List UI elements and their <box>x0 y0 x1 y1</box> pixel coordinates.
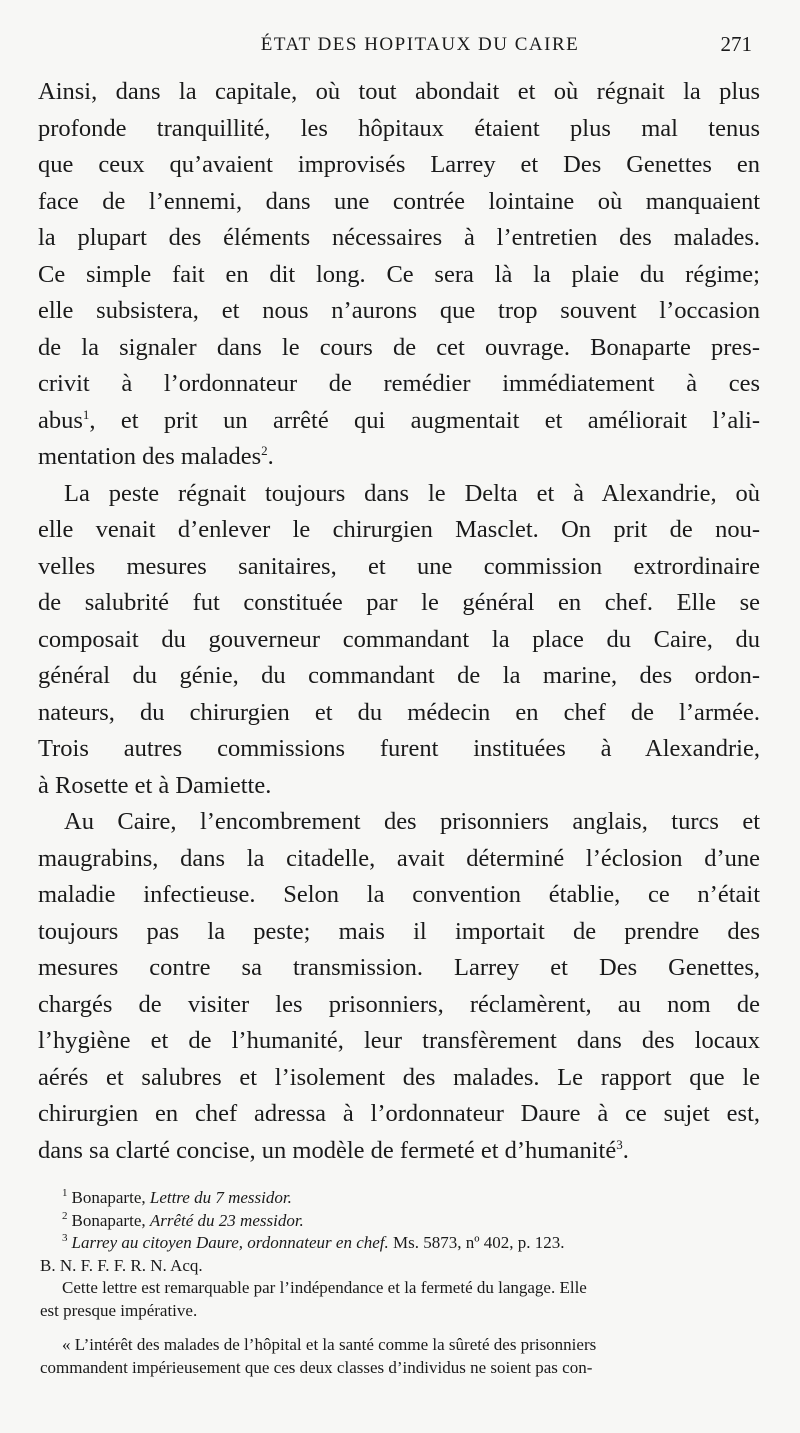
footnote-author: Bonaparte, <box>71 1210 150 1230</box>
paragraph-1 <box>38 74 760 476</box>
page-number: 271 <box>720 32 752 56</box>
paragraph-2 <box>38 476 760 805</box>
text-line: Ainsi, dans la capitale, où tout abondait et où régnait la plus <box>38 78 760 105</box>
text-fragment: . <box>622 1136 629 1164</box>
footnote-number: 1 <box>62 1187 68 1200</box>
text-line: l’hygiène et de l’humanité, leur transfèrement dans des locaux <box>38 1027 760 1054</box>
paragraph-3 <box>38 804 760 1169</box>
text-fragment: dans sa clarté concise, un modèle de fermeté et d’humanité <box>38 1136 617 1164</box>
footnote-source: Larrey au citoyen Daure, ordonnateur en chef. <box>71 1233 389 1252</box>
text-line: que ceux qu’avaient improvisés Larrey et Des Genettes en <box>38 151 760 178</box>
text-line: face de l’ennemi, dans une contrée lointaine où manquaient <box>38 187 760 215</box>
footnote-3-line3: Cette lettre est remarquable par l’indépendance et la fermeté du langage. Elle <box>62 1278 587 1297</box>
footnote-3-line4: est presque impérative. <box>40 1300 198 1320</box>
footnote-ref-2[interactable]: 2 <box>261 442 268 458</box>
main-text <box>38 74 760 1169</box>
text-line: chirurgien en chef adressa à l’ordonnateur Daure à ce sujet est, <box>38 1100 760 1127</box>
footnotes <box>40 1187 758 1379</box>
running-header <box>40 28 760 64</box>
footnote-number: 3 <box>62 1232 68 1245</box>
text-fragment: , et prit un arrêté qui augmentait et améliorait l’ali- <box>89 406 760 434</box>
footnote-source: Lettre du 7 messidor. <box>149 1188 292 1207</box>
text-line: crivit à l’ordonnateur de remédier immédiatement à ces <box>38 370 760 397</box>
footnote-reference: Ms. 5873, nº 402, p. 123. <box>388 1233 565 1252</box>
text-line: aérés et salubres et l’isolement des malades. Le rapport que le <box>38 1063 760 1091</box>
text-line: La peste régnait toujours dans le Delta et à Alexandrie, où <box>64 479 760 507</box>
text-line: elle subsistera, et nous n’aurons que trop souvent l’occasion <box>38 297 760 324</box>
text-line: de salubrité fut constituée par le général en chef. Elle se <box>38 589 760 616</box>
text-line: mesures contre sa transmission. Larrey et Des Genettes, <box>38 954 760 981</box>
text-line: toujours pas la peste; mais il importait de prendre des <box>38 917 760 945</box>
text-line: Au Caire, l’encombrement des prisonniers anglais, turcs et <box>64 808 760 835</box>
text-line: général du génie, du commandant de la marine, des ordon- <box>38 662 760 689</box>
text-line <box>38 403 760 440</box>
text-line: chargés de visiter les prisonniers, réclamèrent, au nom de <box>38 990 760 1018</box>
footnote-2 <box>40 1210 758 1233</box>
footnote-gap <box>40 1322 758 1334</box>
text-line <box>38 1133 760 1170</box>
text-fragment: abus <box>38 406 83 434</box>
text-line: composait du gouverneur commandant la place du Caire, du <box>38 625 760 653</box>
text-line <box>38 439 760 476</box>
text-line: nateurs, du chirurgien et du médecin en chef de l’armée. <box>38 698 760 726</box>
footnote-author: Bonaparte, <box>71 1188 150 1207</box>
text-line: Trois autres commissions furent instituées à Alexandrie, <box>38 735 760 762</box>
quote-line-1: « L’intérêt des malades de l’hôpital et la santé comme la sûreté des prisonniers <box>62 1335 597 1354</box>
text-line: maugrabins, dans la citadelle, avait déterminé l’éclosion d’une <box>38 844 760 872</box>
running-title: ÉTAT DES HOPITAUX DU CAIRE <box>260 34 580 55</box>
footnote-number: 2 <box>62 1209 68 1222</box>
footnote-ref-1[interactable]: 1 <box>82 406 90 422</box>
quote-line-2: commandent impérieusement que ces deux classes d’individus ne soient pas con- <box>40 1357 593 1377</box>
footnote-3-line2: B. N. F. F. F. R. N. Acq. <box>40 1255 203 1275</box>
text-line: la plupart des éléments nécessaires à l’entretien des malades. <box>38 224 760 251</box>
text-fragment: mentation des malades <box>38 443 262 470</box>
footnote-3 <box>40 1232 758 1255</box>
text-line: elle venait d’enlever le chirurgien Masclet. On prit de nou- <box>38 516 760 543</box>
text-line: Ce simple fait en dit long. Ce sera là la plaie du régime; <box>38 260 760 288</box>
footnote-source: Arrêté du 23 messidor. <box>149 1210 304 1230</box>
text-line: à Rosette et à Damiette. <box>38 771 272 799</box>
text-line: profonde tranquillité, les hôpitaux étaient plus mal tenus <box>38 114 760 142</box>
text-line: maladie infectieuse. Selon la convention établie, ce n’était <box>38 881 760 908</box>
footnote-1 <box>40 1187 758 1210</box>
text-line: velles mesures sanitaires, et une commission extrordinaire <box>38 552 760 580</box>
footnote-ref-3[interactable]: 3 <box>616 1136 623 1152</box>
text-line: de la signaler dans le cours de cet ouvrage. Bonaparte pres- <box>38 333 760 361</box>
text-fragment: . <box>267 443 274 470</box>
